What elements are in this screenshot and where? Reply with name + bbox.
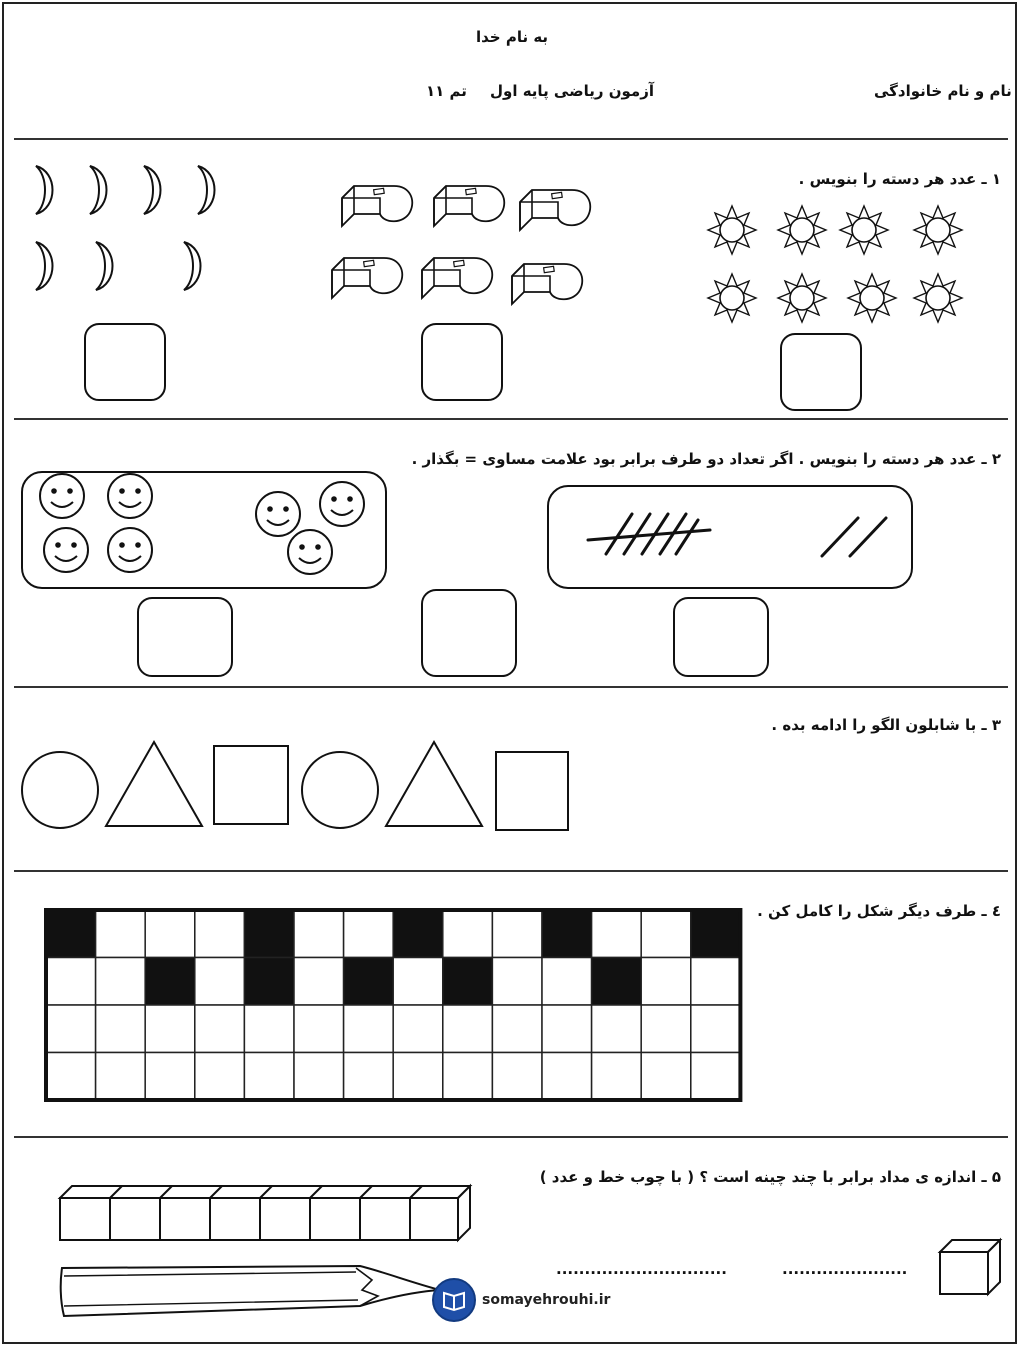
grid-cell[interactable] <box>195 1053 245 1101</box>
grid-cell[interactable] <box>492 1053 542 1101</box>
q5-pencil <box>61 1266 440 1316</box>
grid-cell[interactable] <box>46 958 96 1006</box>
grid-cell[interactable] <box>393 958 443 1006</box>
grid-cell[interactable] <box>443 1005 493 1053</box>
grid-cell[interactable] <box>542 1053 592 1101</box>
grid-cell[interactable] <box>542 958 592 1006</box>
grid-cell[interactable] <box>46 1005 96 1053</box>
q5-answer-blank-count[interactable]: .............................. <box>556 1260 727 1278</box>
grid-cell-filled[interactable] <box>592 958 642 1006</box>
grid-cell[interactable] <box>492 910 542 958</box>
q1-moon-group <box>36 166 215 290</box>
grid-cell[interactable] <box>443 910 493 958</box>
grid-cell[interactable] <box>96 1053 146 1101</box>
grid-cell[interactable] <box>492 1005 542 1053</box>
grid-cell-filled[interactable] <box>145 958 195 1006</box>
question-2-text: ۲ ـ عدد هر دسته را بنویس . اگر تعداد دو طرف برابر بود علامت مساوی = بگذار . <box>411 450 1001 468</box>
q5-unit-cube <box>940 1240 1000 1294</box>
grid-cell[interactable] <box>344 1053 394 1101</box>
exam-title: آزمون ریاضی پایه اول <box>490 82 654 100</box>
grid-cell[interactable] <box>344 910 394 958</box>
grid-cell[interactable] <box>145 1053 195 1101</box>
question-4-text: ٤ ـ طرف دیگر شکل را کامل کن . <box>757 902 1001 920</box>
q2-answer-box-compare[interactable] <box>422 590 516 676</box>
grid-cell[interactable] <box>592 1005 642 1053</box>
grid-cell-filled[interactable] <box>393 910 443 958</box>
q1-whistle-group <box>332 186 590 304</box>
grid-cell[interactable] <box>443 1053 493 1101</box>
book-logo-icon <box>432 1278 476 1322</box>
watermark-site: somayehrouhi.ir <box>482 1292 611 1308</box>
grid-cell[interactable] <box>244 1053 294 1101</box>
q4-symmetry-grid[interactable] <box>46 910 740 1100</box>
grid-cell[interactable] <box>294 1053 344 1101</box>
q3-pattern <box>22 742 568 830</box>
grid-cell[interactable] <box>195 910 245 958</box>
q1-answer-box-moons[interactable] <box>85 324 165 400</box>
grid-cell[interactable] <box>195 1005 245 1053</box>
grid-cell[interactable] <box>244 1005 294 1053</box>
grid-cell[interactable] <box>96 1005 146 1053</box>
grid-cell[interactable] <box>691 1005 741 1053</box>
grid-cell[interactable] <box>691 958 741 1006</box>
grid-cell-filled[interactable] <box>244 910 294 958</box>
grid-cell[interactable] <box>641 1053 691 1101</box>
grid-cell[interactable] <box>641 1005 691 1053</box>
grid-cell[interactable] <box>145 1005 195 1053</box>
grid-cell[interactable] <box>294 910 344 958</box>
question-3-text: ۳ ـ با شابلون الگو را ادامه بده . <box>771 716 1001 734</box>
grid-cell[interactable] <box>542 1005 592 1053</box>
grid-cell[interactable] <box>691 1053 741 1101</box>
grid-cell[interactable] <box>592 1053 642 1101</box>
grid-cell[interactable] <box>96 910 146 958</box>
q1-sun-group <box>708 206 962 322</box>
grid-cell-filled[interactable] <box>46 910 96 958</box>
q2-answer-box-left[interactable] <box>138 598 232 676</box>
grid-cell[interactable] <box>294 1005 344 1053</box>
question-5-text: ۵ ـ اندازه ی مداد برابر با چند چینه است ؟ ( با چوب خط و عدد ) <box>539 1168 1001 1186</box>
grid-cell[interactable] <box>96 958 146 1006</box>
grid-cell-filled[interactable] <box>344 958 394 1006</box>
q2-tally-frame <box>548 486 912 588</box>
q1-answer-box-suns[interactable] <box>781 334 861 410</box>
theme-label: تم ۱۱ <box>426 82 467 100</box>
grid-cell-filled[interactable] <box>542 910 592 958</box>
question-1-text: ۱ ـ عدد هر دسته را بنویس . <box>798 170 1001 188</box>
grid-cell[interactable] <box>294 958 344 1006</box>
q2-answer-box-right[interactable] <box>674 598 768 676</box>
grid-cell[interactable] <box>344 1005 394 1053</box>
q5-answer-blank-number[interactable]: ...................... <box>782 1260 908 1278</box>
grid-cell[interactable] <box>641 910 691 958</box>
grid-cell[interactable] <box>592 910 642 958</box>
grid-cell-filled[interactable] <box>443 958 493 1006</box>
grid-cell[interactable] <box>46 1053 96 1101</box>
grid-cell[interactable] <box>145 910 195 958</box>
q1-answer-box-whistles[interactable] <box>422 324 502 400</box>
grid-cell[interactable] <box>195 958 245 1006</box>
grid-cell[interactable] <box>393 1005 443 1053</box>
grid-cell-filled[interactable] <box>244 958 294 1006</box>
q5-cube-strip <box>60 1186 470 1240</box>
watermark <box>432 1278 610 1322</box>
bismillah: به نام خدا <box>476 28 549 46</box>
grid-cell[interactable] <box>492 958 542 1006</box>
name-label: نام و نام خانوادگی <box>874 82 1012 100</box>
grid-cell[interactable] <box>641 958 691 1006</box>
grid-cell-filled[interactable] <box>691 910 741 958</box>
grid-cell[interactable] <box>393 1053 443 1101</box>
